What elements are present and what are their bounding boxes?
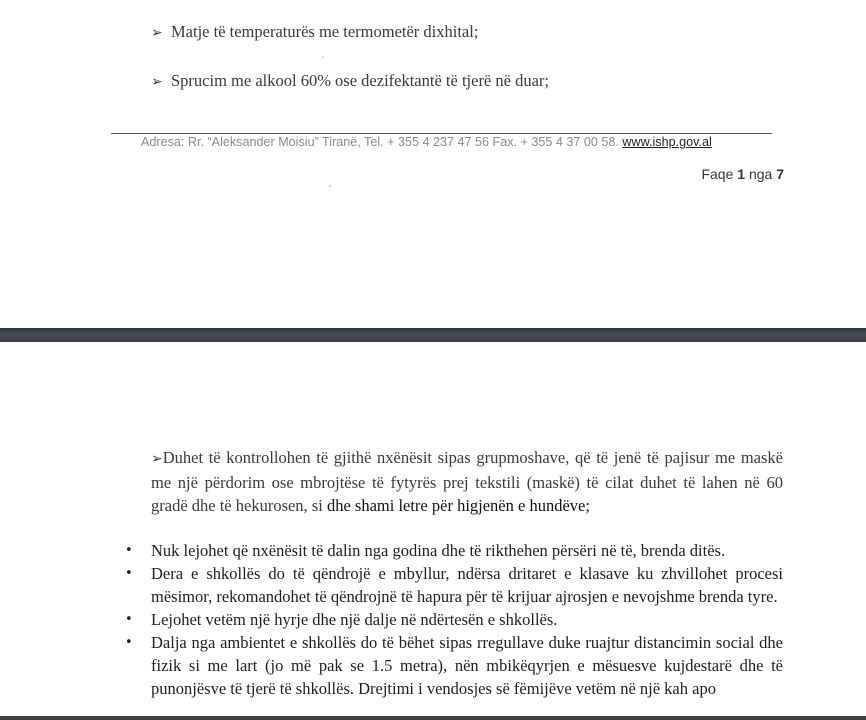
bullet-dot-icon: •	[125, 635, 133, 650]
bullet-text: Dalja nga ambientet e shkollës do të bëhet sipas rregullave duke ruajtur distancimin social dhe fizik si me lart (jo më pak se 1.5 metra), nën mbikëqyrjen e mësuesve kujdestarë dhe të punonjësve të tjerë të shkollës. Drejtimi i vendosjes së fëmijëve vetëm në një kah apo	[151, 633, 783, 698]
arrow-bullet-icon: ➢	[151, 25, 163, 41]
bullet-text: Nuk lejohet që nxënësit të dalin nga godina dhe të rikthehen përsëri në të, brenda ditës.	[151, 541, 726, 560]
bullet-list-item	[125, 539, 783, 562]
footer-address-text: Adresa: Rr. “Aleksander Moisiu” Tiranë, Tel. + 355 4 237 47 56 Fax. + 355 4 37 00 58.	[141, 135, 619, 149]
arrow-paragraph	[151, 446, 783, 517]
arrow-paragraph-text: Duhet të kontrollohen të gjithë nxënësit sipas grupmoshave, që të jenë të pajisur me maskë me një përdorim ose mbrojtëse të fytyrës prej tekstili (maskë) të cilat duhet të lahen në 60 gradë dhe të hekurosen, si	[151, 448, 783, 515]
page-number	[701, 166, 784, 182]
page-separator	[0, 328, 866, 342]
bullet-list-item	[125, 562, 783, 608]
bullet-list	[0, 539, 866, 700]
document-page-1	[0, 0, 866, 328]
bullet-dot-icon: •	[125, 566, 133, 581]
arrow-bullet-icon: ➢	[151, 451, 163, 467]
footer-divider	[111, 133, 772, 134]
bullet-text: Lejohet vetëm një hyrje dhe një dalje në ndërtesën e shkollës.	[151, 610, 558, 629]
page-number-separator: nga	[748, 166, 773, 182]
arrow-list-text: Sprucim me alkool 60% ose dezifektantë të tjerë në duar;	[171, 71, 549, 90]
bullet-list-item	[125, 608, 783, 631]
arrow-bullet-icon: ➢	[151, 74, 163, 90]
page-number-total: 7	[776, 166, 784, 182]
page-number-current: 1	[737, 166, 746, 182]
footer-website-link[interactable]: www.ishp.gov.al	[622, 135, 712, 149]
arrow-list-item	[151, 22, 478, 42]
bullet-text: Dera e shkollës do të qëndrojë e mbyllur, ndërsa dritaret e klasave ku zhvillohet procesi mësimor, rekomandohet të qëndrojnë të hapura për të krijuar ajrosjen e nevojshme brenda tyre.	[151, 564, 783, 606]
bullet-dot-icon: •	[125, 612, 133, 627]
document-page-2	[0, 342, 866, 720]
arrow-paragraph-text-end: dhe shami letre për higjenën e hundëve;	[326, 496, 590, 515]
scan-speck	[322, 56, 324, 58]
bullet-list-item	[125, 631, 783, 700]
arrow-list-text: Matje të temperaturës me termometër dixhital;	[171, 22, 479, 41]
scan-speck	[329, 185, 331, 187]
footer-address	[141, 135, 712, 149]
bullet-dot-icon: •	[125, 543, 133, 558]
page-number-prefix: Faqe	[701, 166, 734, 182]
viewer-bottom-edge	[0, 716, 866, 720]
arrow-list-item	[151, 71, 549, 91]
